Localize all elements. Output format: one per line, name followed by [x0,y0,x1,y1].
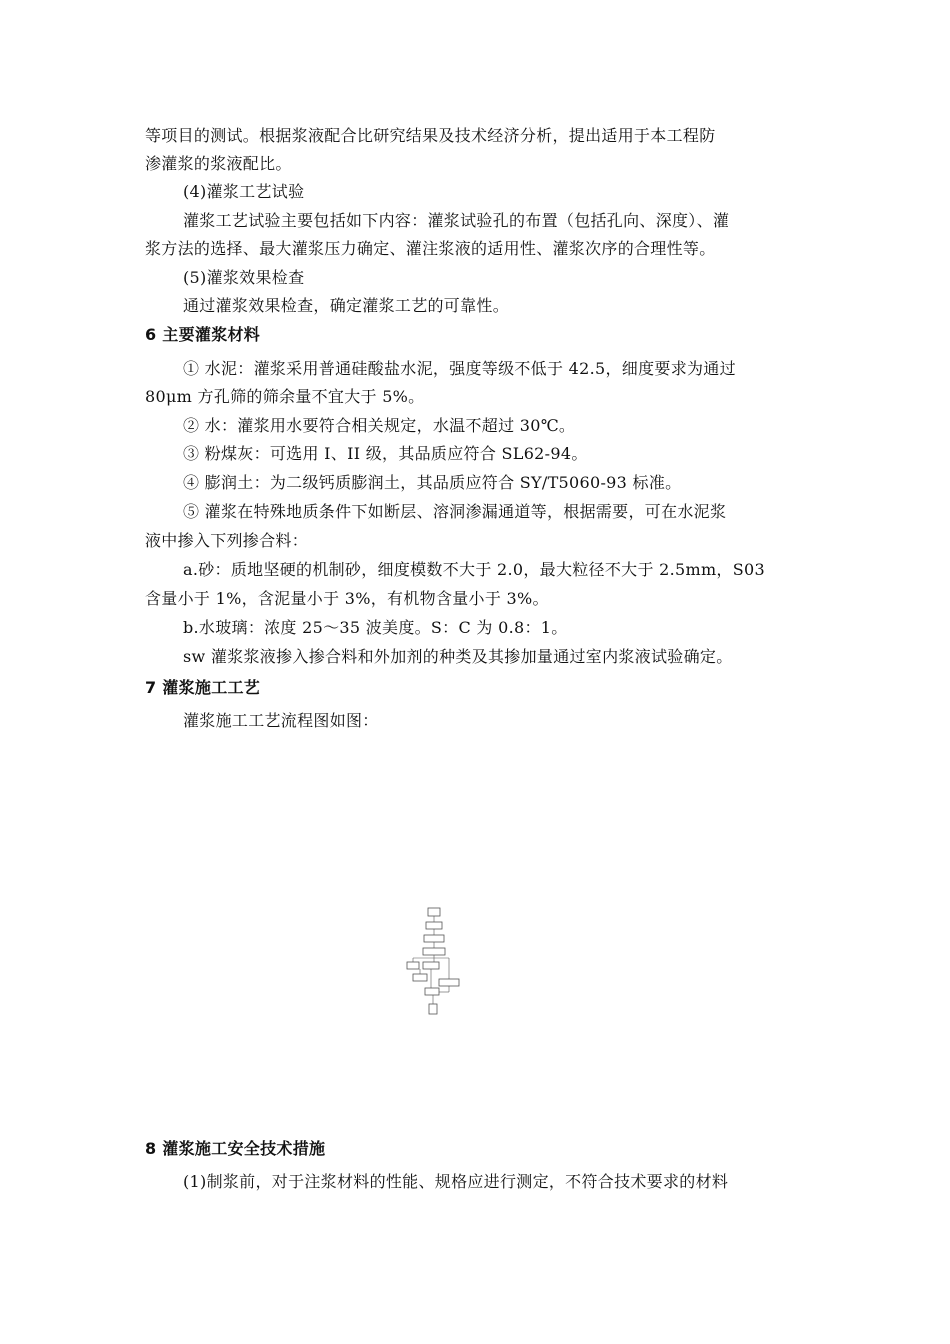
process-flowchart-image [405,906,465,1018]
paragraph-line: b.水玻璃：浓度 25～35 波美度。S：C 为 0.8：1。 [183,618,568,637]
paragraph-line: 灌浆工艺试验主要包括如下内容：灌浆试验孔的布置（包括孔向、深度）、灌 [183,211,730,230]
flowchart-box [425,988,439,995]
paragraph-line: ② 水：灌浆用水要符合相关规定，水温不超过 30℃。 [183,416,576,435]
paragraph-line: (1)制浆前，对于注浆材料的性能、规格应进行测定，不符合技术要求的材料 [183,1172,729,1191]
subsection-title: (5)灌浆效果检查 [183,268,305,287]
flowchart-box [423,962,439,969]
paragraph-line: 灌浆施工工艺流程图如图： [183,711,379,730]
section-heading-7: 7 灌浆施工工艺 [145,678,261,697]
section-heading-8: 8 灌浆施工安全技术措施 [145,1139,326,1158]
flowchart-box [423,948,445,955]
paragraph-line: 渗灌浆的浆液配比。 [145,154,292,173]
paragraph-line: 含量小于 1%，含泥量小于 3%，有机物含量小于 3%。 [145,589,549,608]
paragraph-line: 通过灌浆效果检查，确定灌浆工艺的可靠性。 [183,296,510,315]
flowchart-box [428,908,440,916]
paragraph-line: 液中掺入下列掺合料： [145,531,309,550]
paragraph-line: ③ 粉煤灰：可选用 I、II 级，其品质应符合 SL62-94。 [183,444,588,463]
paragraph-line: ④ 膨润土：为二级钙质膨润土，其品质应符合 SY/T5060-93 标准。 [183,473,682,492]
flowchart-box [407,962,419,969]
paragraph-line: 80μm 方孔筛的筛余量不宜大于 5%。 [145,387,425,406]
subsection-title: (4)灌浆工艺试验 [183,182,305,201]
flowchart-box [424,935,444,942]
paragraph-line: a.砂：质地坚硬的机制砂，细度模数不大于 2.0，最大粒径不大于 2.5mm，S03 [183,560,765,579]
paragraph-line: 浆方法的选择、最大灌浆压力确定、灌注浆液的适用性、灌浆次序的合理性等。 [145,239,716,258]
flowchart-box [426,922,442,929]
flowchart-box [439,979,459,986]
paragraph-line: sw 灌浆浆液掺入掺合料和外加剂的种类及其掺加量通过室内浆液试验确定。 [183,647,733,666]
section-heading-6: 6 主要灌浆材料 [145,325,261,344]
flowchart-box [429,1004,437,1014]
paragraph-line: ⑤ 灌浆在特殊地质条件下如断层、溶洞渗漏通道等，根据需要，可在水泥浆 [183,502,727,521]
paragraph-line: ① 水泥：灌浆采用普通硅酸盐水泥，强度等级不低于 42.5，细度要求为通过 [183,359,736,378]
paragraph-line: 等项目的测试。根据浆液配合比研究结果及技术经济分析，提出适用于本工程防 [145,126,716,145]
flowchart-box [413,974,427,981]
